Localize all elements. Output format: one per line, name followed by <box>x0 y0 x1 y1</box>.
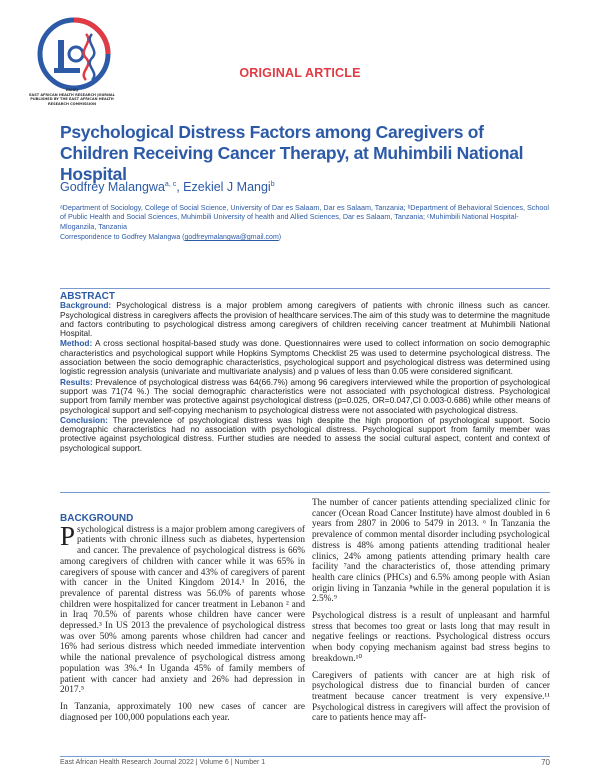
body-paragraph: In Tanzania, approximately 100 new cases of cancer are diagnosed per 100,000 populations each year. <box>60 701 305 723</box>
abstract-top-rule <box>60 288 550 289</box>
page-number: 70 <box>541 758 550 767</box>
body-paragraph: Caregivers of patients with cancer are at high risk of psychological distress due to financial burden of cancer treatment because cancer treatment is very expensive.¹¹ Psychological distress in caregivers will affect the provision of care to patients hence may aff- <box>312 670 550 724</box>
abstract-text: Prevalence of psychological distress was 64(66.7%) among 96 caregivers interviewed while the proportion of psychological support was 71(74 %.) The social demographic characteristics were not associated with psychological distress. Psychological support from family member was protective against psychological distress (p=0.025, OR=0.047,CI 0.003-0.686) while other means of psychological support and self-copying mechanism to psychological distress were not associated with psychological distress. <box>60 376 550 415</box>
article-title: Psychological Distress Factors among Caregivers of Children Receiving Cancer Therapy, at Muhimbili National Hospital <box>60 122 524 184</box>
author-affiliation-mark: b <box>270 180 275 188</box>
abstract-label: Conclusion: <box>60 414 108 425</box>
abstract-section <box>60 292 550 454</box>
correspondence-email-link[interactable]: godfreymalangwa@gmail.com <box>184 234 279 241</box>
abstract-label: Method: <box>60 338 93 349</box>
body-column-right <box>312 498 550 730</box>
body-column-left <box>60 514 305 729</box>
footer-journal: East African Health Research Journal 2022 | Volume 6 | Number 1 <box>60 759 266 766</box>
paragraph-text: sychological distress is a major problem among caregivers of patients with chronic illness such as diabetes, hypertension and cancer. The prevalence of psychological distress is 66% among caregivers of children with cancer while it was 65% in caregivers of spouse with cancer and 43% of caregivers of parent with cancer in the United Kingdom 2014.¹ In 2016, the prevalence of parental distress was 56.0% of parents whose children were hospitalized for cancer treatment in Lebanon ² and in Iraq 70.5% of parents whose children have cancer were depressed.³ In US 2013 the prevalence of psychological distress was over 50% among parents whose children had cancer and 16% had serious distress which needed immediate intervention while the national prevalence of psychological distress among population was 3%.⁴ In Uganda 45% of family members of patient with cancer had anxiety and 26% had depression in 2017.⁵ <box>60 524 305 696</box>
author-list <box>60 180 275 194</box>
body-paragraph <box>60 520 305 696</box>
abstract-bottom-rule <box>60 492 550 493</box>
correspondence-end: ) <box>278 234 282 241</box>
abstract-text: Psychological distress is a major problem among caregivers of patients with chronic illness such as cancer. Psychological distress in caregivers affects the provision of healthcare services.The aim of this study was to determine the magnitude and factors contributing to psychological distress among caregivers of children receiving cancer treatment at Muhimbili National Hospital. <box>60 300 550 339</box>
abstract-method <box>60 339 550 376</box>
body-paragraph: Psychological distress is a result of unpleasant and harmful stress that becomes too great or lasts long that may result in negative feelings or reactions. Psychological distress occurs when body copying mechanism against bad stress begins to breakdown.¹⁰ <box>312 611 550 664</box>
abstract-results <box>60 378 550 415</box>
body-paragraph: The number of cancer patients attending specialized clinic for cancer (Ocean Road Cancer Institute) have almost doubled in 6 years from 2807 in 2006 to 5479 in 2013. ⁶ In Tanzania the prevalence of common mental disorder including psychological distress is 48% among patients attending traditional healer clinics, 24% among patients attending primary health care facility ⁷and the characteristics of, those attending primary health care clinics (PHCs) and 6.5% among people with Asian origin living in Tanzania ⁸while in the general population it is 2.5%.⁹ <box>312 498 550 605</box>
abstract-label: Results: <box>60 376 93 387</box>
correspondence-label: Correspondence to Godfrey Malangwa ( <box>60 234 185 241</box>
abstract-background <box>60 301 550 338</box>
abstract-text: The prevalence of psychological distress was high despite the high proportion of psychological support. Socio demographic characteristics had no association with psychological distress. Psychological support from family member was protective against psychological distress. Further studies are needed to assess the social cultural aspect, content and context of psychological support. <box>60 414 550 453</box>
section-heading: BACKGROUND <box>60 513 134 524</box>
correspondence <box>60 234 281 241</box>
author-name: , Ezekiel J Mangi <box>176 180 271 194</box>
abstract-label: Background: <box>60 300 112 311</box>
logo-caption: EAHRJ EAST AFRICAN HEALTH RESEARCH JOURNAL PUBLISHED BY THE EAST AFRICAN HEALTH RESEARCH COMMISSION <box>29 88 115 106</box>
author-name: Godfrey Malangwa <box>60 180 165 194</box>
affiliations: ᵃDepartment of Sociology, College of Social Science, University of Dar es Salaam, Dar es Salaam, Tanzania; ᵇDepartment of Behavioral Sciences, School of Public Health and Social Sciences, Muhimbili University of health and Allied Sciences, Dar es Salaam, Tanzania; ᶜMuhimbili National Hospital-Mloganzila, Tanzania <box>60 203 549 231</box>
abstract-conclusion <box>60 416 550 453</box>
author-affiliation-mark: a, c <box>164 180 177 188</box>
article-type-label: ORIGINAL ARTICLE <box>239 66 361 80</box>
footer-rule <box>60 756 550 757</box>
abstract-heading: ABSTRACT <box>60 291 115 302</box>
drop-cap: P <box>60 520 76 551</box>
abstract-text: A cross sectional hospital-based study was done. Questionnaires were used to collect information on socio demographic characteristics and psychological support while Hopkins Symptoms Checklist 25 was used to determine psychological distress. The association between the socio demographic characteristics, psychological support and psychological distress was determined using logistic regression analysis (univariate and multivariate analysis) and p values of less than 0.05 were considered significant. <box>60 338 550 377</box>
